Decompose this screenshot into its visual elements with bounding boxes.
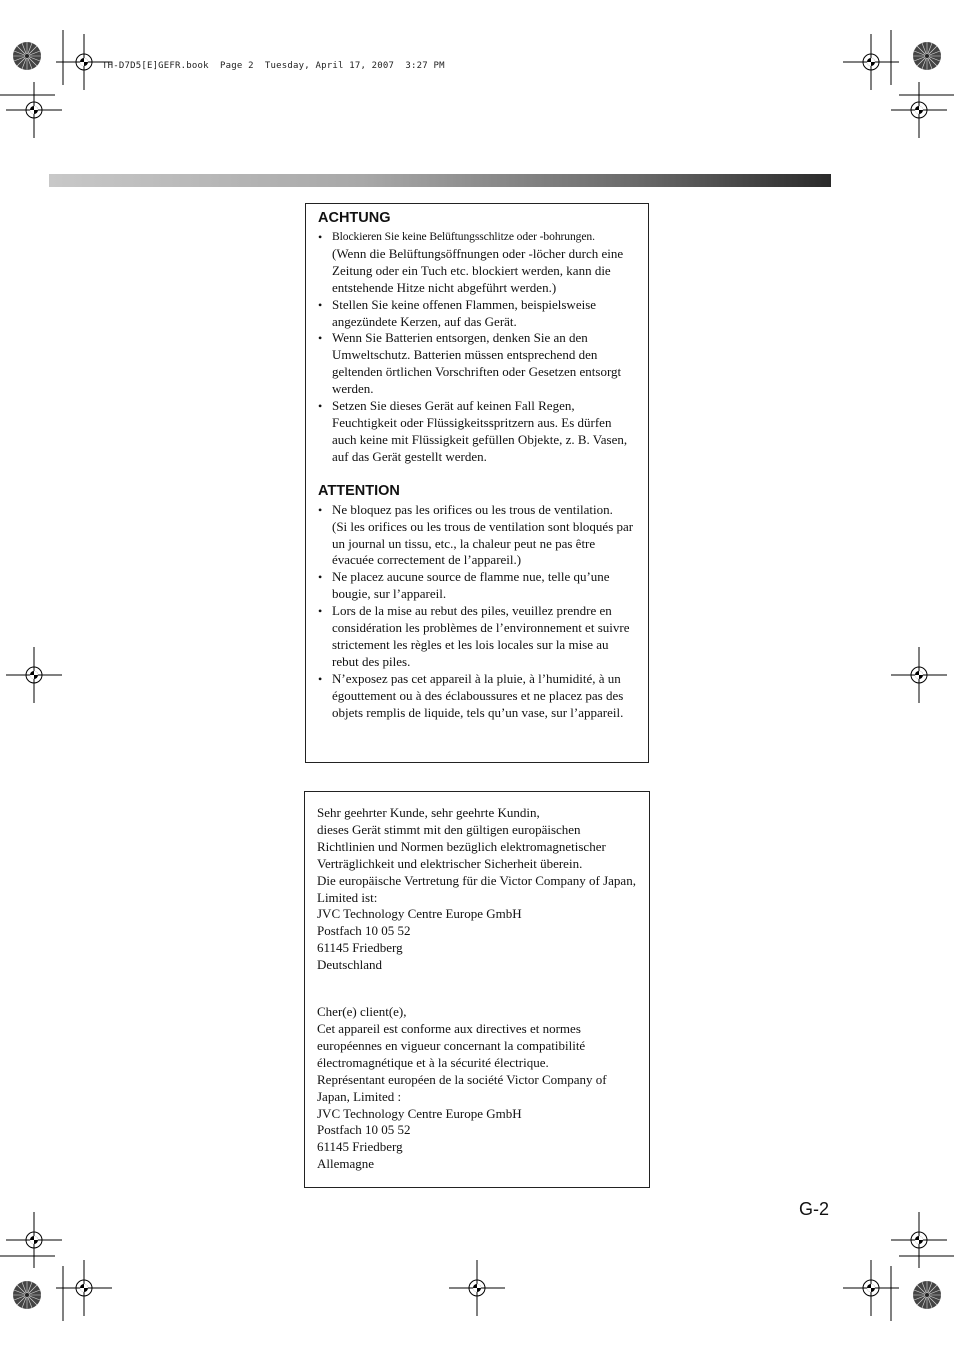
attention-title: ATTENTION (318, 482, 400, 499)
notice-de-city: 61145 Friedberg (317, 940, 403, 956)
registration-crosshair-icon (6, 82, 62, 138)
print-header-info: TH-D7D5[E]GEFR.book Page 2 Tuesday, April 17, 2007 3:27 PM (102, 61, 445, 71)
registration-crosshair-icon (449, 1260, 505, 1316)
notice-fr-greeting: Cher(e) client(e), (317, 1004, 407, 1020)
page-number: G-2 (799, 1199, 830, 1219)
registration-crosshair-icon (891, 1212, 947, 1268)
registration-crosshair-icon (56, 1260, 112, 1316)
notice-fr-representative: Représentant européen de la société Victor Company of Japan, Limited : (317, 1071, 607, 1104)
achtung-title: ACHTUNG (318, 210, 391, 226)
list-item: • Ne bloquez pas les orifices ou les trous de ventilation. (318, 502, 638, 519)
list-item: • Stellen Sie keine offenen Flammen, beispielsweise angezündete Kerzen, auf das Gerät. (318, 297, 638, 331)
notice-de-greeting: Sehr geehrter Kunde, sehr geehrte Kundin, (317, 805, 540, 820)
notice-de-company: JVC Technology Centre Europe GmbH (317, 906, 522, 922)
registration-starburst-icon (13, 42, 41, 70)
list-item: • N’exposez pas cet appareil à la pluie, à l’humidité, à un égouttement ou à des éclaboussures et ne placez pas des objets remplis de liquide, tels qu’un vase, sur l’appareil. (318, 671, 638, 722)
notice-fr-body: Cet appareil est conforme aux directives et normes européennes en vigueur concernant la compatibilité électromagnétique et à la sécurité électrique. (317, 1020, 586, 1070)
list-item: • Ne placez aucune source de flamme nue, telle qu’une bougie, sur l’appareil. (318, 569, 638, 603)
list-item-text: (Si les orifices ou les trous de ventilation sont bloqués par un journal un tissu, etc., la chaleur peut ne pas être évacuée correctement de l’appareil.) (332, 518, 634, 568)
notice-fr-postbox: Postfach 10 05 52 (317, 1122, 411, 1138)
registration-starburst-icon (913, 42, 941, 70)
notice-de-representative: Die europäische Vertretung für die Victor Company of Japan, Limited ist: (317, 872, 636, 905)
list-item: • Blockieren Sie keine Belüftungsschlitze oder -bohrungen. (318, 229, 638, 246)
registration-starburst-icon (13, 1281, 41, 1309)
registration-crosshair-icon (891, 647, 947, 703)
notice-de-body: dieses Gerät stimmt mit den gültigen europäischen Richtlinien und Normen bezüglich elektromagnetischer Verträglichkeit und elektrischer Sicherheit überein. (317, 821, 606, 871)
registration-crosshair-icon (6, 1212, 62, 1268)
registration-crosshair-icon (891, 82, 947, 138)
list-item: • Setzen Sie dieses Gerät auf keinen Fall Regen, Feuchtigkeit oder Flüssigkeitsspritzern aus. Es dürfen auch keine mit Flüssigkeit gefüllen Objekte, z. B. Vasen, auf das Gerät gestellt werden. (318, 398, 638, 466)
notice-de-country: Deutschland (317, 957, 382, 973)
notice-fr-country: Allemagne (317, 1156, 375, 1172)
crop-lines (0, 30, 954, 1321)
notice-fr-city: 61145 Friedberg (317, 1139, 403, 1155)
registration-starburst-icon (913, 1281, 941, 1309)
list-item-text: (Wenn die Belüftungsöffnungen oder -löcher durch eine Zeitung oder ein Tuch etc. blockiert werden, kann die entstehende Hitze nicht abgeführt werden.) (332, 245, 624, 295)
notice-de-postbox: Postfach 10 05 52 (317, 923, 411, 939)
notice-fr-company: JVC Technology Centre Europe GmbH (317, 1105, 522, 1121)
list-item: • Wenn Sie Batterien entsorgen, denken Sie an den Umweltschutz. Batterien müssen entsprechend den geltenden örtlichen Vorschriften oder Gesetzen entsorgt werden. (318, 330, 638, 398)
list-item: • Lors de la mise au rebut des piles, veuillez prendre en considération les problèmes de l’environnement et suivre strictement les règles et les lois locales sur la mise au rebut des piles. (318, 603, 638, 671)
registration-crosshair-icon (6, 647, 62, 703)
registration-crosshair-icon (56, 34, 112, 90)
